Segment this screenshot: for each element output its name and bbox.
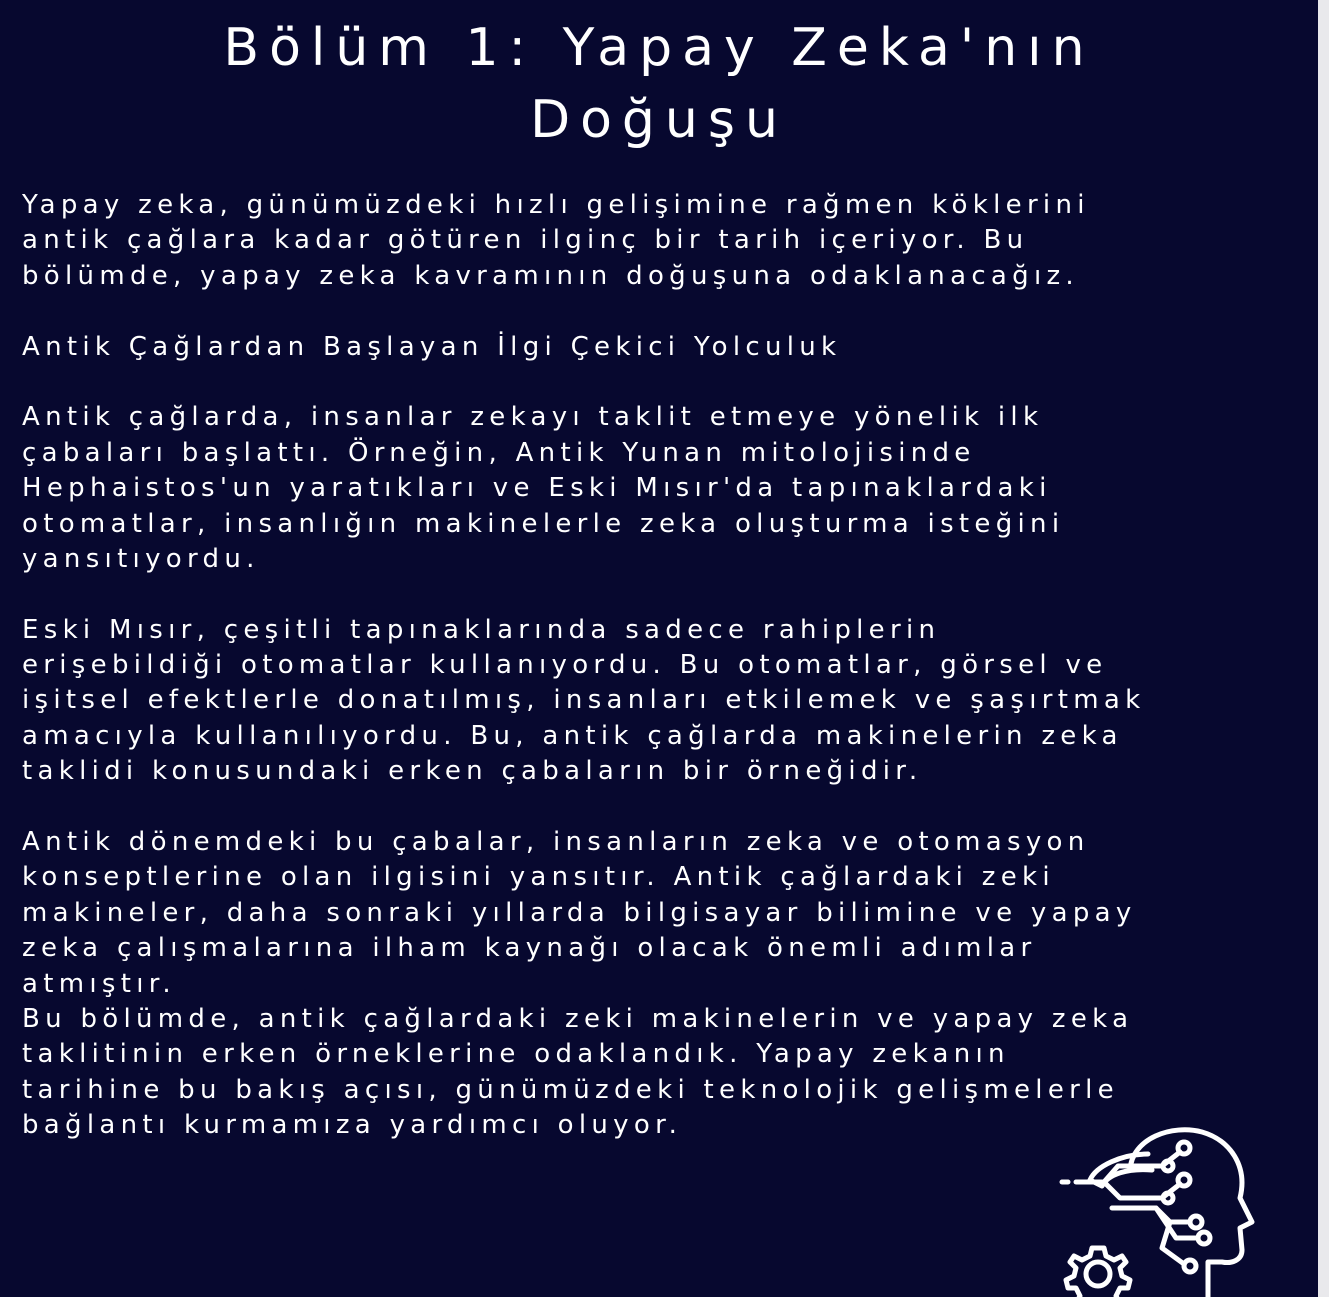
paragraph-line: Antik çağlarda, insanlar zekayı taklit etmeye yönelik ilk bbox=[22, 402, 1044, 433]
page-title bbox=[0, 12, 1318, 156]
paragraph-line: Hephaistos'un yaratıkları ve Eski Mısır'da tapınaklardaki bbox=[22, 473, 1052, 504]
paragraph-line: Yapay zeka, günümüzdeki hızlı gelişimine rağmen köklerini bbox=[22, 190, 1090, 220]
ai-head-circuit-icon bbox=[1052, 1118, 1264, 1297]
paragraph-line: tarihine bu bakış açısı, günümüzdeki teknolojik gelişmelerle bbox=[22, 1074, 1119, 1105]
paragraph-line: taklitinin erken örneklerine odaklandık. Yapay zekanın bbox=[22, 1039, 1010, 1070]
paragraph-line: erişebildiği otomatlar kullanıyordu. Bu otomatlar, görsel ve bbox=[22, 650, 1108, 681]
paragraph-line: antik çağlara kadar götüren ilginç bir tarih içeriyor. Bu bbox=[22, 225, 1029, 256]
paragraph-gap bbox=[22, 577, 1302, 612]
paragraph-line: çabaları başlattı. Örneğin, Antik Yunan mitolojisinde bbox=[22, 437, 976, 468]
paragraph-line: taklidi konusundaki erken çabaların bir örneğidir. bbox=[22, 756, 923, 787]
paragraph-gap bbox=[22, 365, 1302, 400]
paragraph-line: Antik dönemdeki bu çabalar, insanların zeka ve otomasyon bbox=[22, 827, 1090, 858]
paragraph-gap bbox=[22, 294, 1302, 329]
title-line-1: Bölüm 1: Yapay Zeka'nın bbox=[223, 18, 1095, 78]
right-edge-strip bbox=[1318, 0, 1329, 1297]
paragraph-line: bağlantı kurmamıza yardımcı oluyor. bbox=[22, 1110, 683, 1141]
chapter-body bbox=[22, 188, 1302, 1144]
paragraph-line: Bu bölümde, antik çağlardaki zeki makinelerin ve yapay zeka bbox=[22, 1003, 1134, 1034]
paragraph-line: Antik Çağlardan Başlayan İlgi Çekici Yolculuk bbox=[22, 331, 842, 362]
paragraph-line: zeka çalışmalarına ilham kaynağı olacak önemli adımlar bbox=[22, 933, 1037, 964]
paragraph-line: atmıştır. bbox=[22, 968, 176, 999]
paragraph-line: bölümde, yapay zeka kavramının doğuşuna odaklanacağız. bbox=[22, 260, 1079, 291]
paragraph-gap bbox=[22, 790, 1302, 825]
paragraph-line: Eski Mısır, çeşitli tapınaklarında sadece rahiplerin bbox=[22, 614, 941, 645]
paragraph-line: amacıyla kullanılıyordu. Bu, antik çağlarda makinelerin zeka bbox=[22, 720, 1123, 751]
paragraph-line: yansıtıyordu. bbox=[22, 543, 260, 574]
paragraph-line: otomatlar, insanlığın makinelerle zeka oluşturma isteğini bbox=[22, 508, 1065, 539]
paragraph-line: konseptlerine olan ilgisini yansıtır. Antik çağlardaki zeki bbox=[22, 862, 1055, 893]
paragraph-line: işitsel efektlerle donatılmış, insanları etkilemek ve şaşırtmak bbox=[22, 685, 1146, 716]
title-line-2: Doğuşu bbox=[530, 90, 788, 150]
paragraph-line: makineler, daha sonraki yıllarda bilgisayar bilimine ve yapay bbox=[22, 897, 1137, 928]
